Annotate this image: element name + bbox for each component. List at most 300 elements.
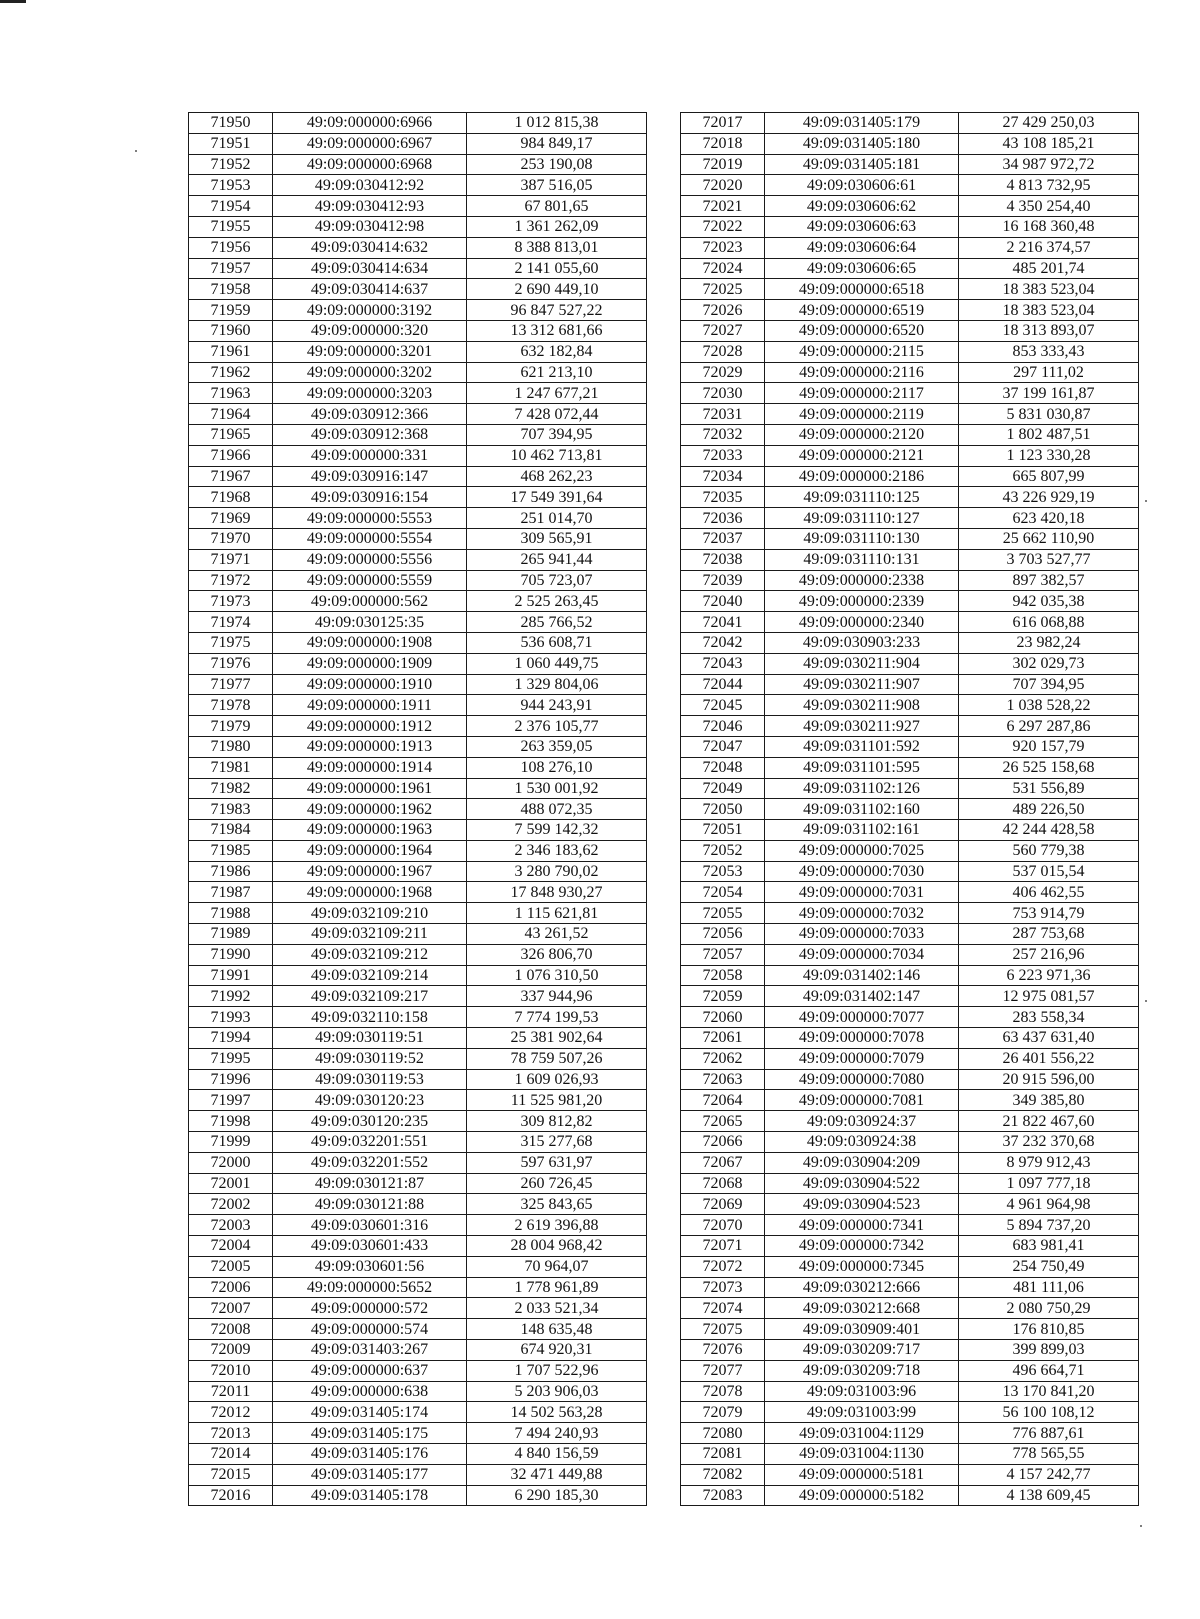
cadastral-value: 63 437 631,40 (959, 1028, 1139, 1049)
cadastral-value: 488 072,35 (467, 799, 647, 820)
cadastral-value: 632 182,84 (467, 341, 647, 362)
table-row (189, 279, 647, 300)
cadastral-number: 49:09:000000:2121 (765, 445, 959, 466)
cadastral-number: 49:09:030209:717 (765, 1340, 959, 1361)
cadastral-value: 2 376 105,77 (467, 716, 647, 737)
table-row (681, 237, 1139, 258)
row-number: 72023 (681, 237, 765, 258)
cadastral-number: 49:09:032109:212 (273, 944, 467, 965)
cadastral-number: 49:09:030119:52 (273, 1048, 467, 1069)
row-number: 72050 (681, 799, 765, 820)
table-row (189, 445, 647, 466)
cadastral-value: 43 108 185,21 (959, 133, 1139, 154)
row-number: 72047 (681, 736, 765, 757)
cadastral-number: 49:09:000000:637 (273, 1360, 467, 1381)
table-row (681, 1464, 1139, 1485)
cadastral-value: 315 277,68 (467, 1132, 647, 1153)
cadastral-number: 49:09:000000:2340 (765, 612, 959, 633)
cadastral-number: 49:09:030211:908 (765, 695, 959, 716)
cadastral-number: 49:09:031110:125 (765, 487, 959, 508)
cadastral-value: 325 843,65 (467, 1194, 647, 1215)
row-number: 72003 (189, 1215, 273, 1236)
table-row (681, 632, 1139, 653)
row-number: 71978 (189, 695, 273, 716)
table-row (681, 362, 1139, 383)
table-row (681, 466, 1139, 487)
cadastral-value: 17 848 930,27 (467, 882, 647, 903)
row-number: 72011 (189, 1381, 273, 1402)
row-number: 72038 (681, 549, 765, 570)
row-number: 72062 (681, 1048, 765, 1069)
cadastral-value: 707 394,95 (959, 674, 1139, 695)
cadastral-value: 920 157,79 (959, 736, 1139, 757)
table-row (681, 1423, 1139, 1444)
table-row (189, 1069, 647, 1090)
scan-edge-mark (0, 0, 26, 3)
cadastral-number: 49:09:030212:666 (765, 1277, 959, 1298)
cadastral-value: 6 223 971,36 (959, 965, 1139, 986)
row-number: 72041 (681, 612, 765, 633)
cadastral-value: 254 750,49 (959, 1256, 1139, 1277)
row-number: 72046 (681, 716, 765, 737)
row-number: 72033 (681, 445, 765, 466)
cadastral-number: 49:09:032201:551 (273, 1132, 467, 1153)
row-number: 72057 (681, 944, 765, 965)
cadastral-number: 49:09:000000:3202 (273, 362, 467, 383)
cadastral-number: 49:09:000000:6519 (765, 300, 959, 321)
cadastral-value: 1 115 621,81 (467, 903, 647, 924)
table-row (681, 341, 1139, 362)
row-number: 71986 (189, 861, 273, 882)
table-row (189, 1111, 647, 1132)
cadastral-value: 108 276,10 (467, 757, 647, 778)
table-row (681, 882, 1139, 903)
table-row (189, 404, 647, 425)
cadastral-value: 489 226,50 (959, 799, 1139, 820)
row-number: 72051 (681, 820, 765, 841)
row-number: 72071 (681, 1236, 765, 1257)
table-row (681, 1152, 1139, 1173)
table-row (189, 1298, 647, 1319)
cadastral-number: 49:09:000000:5652 (273, 1277, 467, 1298)
row-number: 72048 (681, 757, 765, 778)
cadastral-value: 1 778 961,89 (467, 1277, 647, 1298)
cadastral-number: 49:09:000000:5559 (273, 570, 467, 591)
cadastral-number: 49:09:000000:572 (273, 1298, 467, 1319)
row-number: 72027 (681, 320, 765, 341)
row-number: 71968 (189, 487, 273, 508)
cadastral-value: 25 662 110,90 (959, 528, 1139, 549)
row-number: 72030 (681, 383, 765, 404)
cadastral-number: 49:09:032109:217 (273, 986, 467, 1007)
cadastral-number: 49:09:031003:99 (765, 1402, 959, 1423)
cadastral-value: 337 944,96 (467, 986, 647, 1007)
cadastral-value: 597 631,97 (467, 1152, 647, 1173)
cadastral-value: 705 723,07 (467, 570, 647, 591)
cadastral-value: 16 168 360,48 (959, 216, 1139, 237)
cadastral-value: 4 813 732,95 (959, 175, 1139, 196)
table-row (681, 1298, 1139, 1319)
cadastral-number: 49:09:000000:7031 (765, 882, 959, 903)
row-number: 72032 (681, 424, 765, 445)
row-number: 72024 (681, 258, 765, 279)
row-number: 71999 (189, 1132, 273, 1153)
cadastral-value: 17 549 391,64 (467, 487, 647, 508)
table-row (189, 362, 647, 383)
table-row (681, 591, 1139, 612)
row-number: 72039 (681, 570, 765, 591)
table-row (189, 1194, 647, 1215)
cadastral-number: 49:09:000000:7032 (765, 903, 959, 924)
cadastral-value: 1 247 677,21 (467, 383, 647, 404)
cadastral-value: 43 261,52 (467, 924, 647, 945)
table-row (189, 549, 647, 570)
cadastral-value: 2 033 521,34 (467, 1298, 647, 1319)
cadastral-value: 13 312 681,66 (467, 320, 647, 341)
cadastral-number: 49:09:000000:5182 (765, 1485, 959, 1506)
row-number: 71974 (189, 612, 273, 633)
row-number: 72019 (681, 154, 765, 175)
row-number: 71971 (189, 549, 273, 570)
cadastral-value: 257 216,96 (959, 944, 1139, 965)
table-row (681, 1132, 1139, 1153)
row-number: 72006 (189, 1277, 273, 1298)
cadastral-value: 776 887,61 (959, 1423, 1139, 1444)
row-number: 72064 (681, 1090, 765, 1111)
cadastral-value: 4 157 242,77 (959, 1464, 1139, 1485)
cadastral-number: 49:09:031102:126 (765, 778, 959, 799)
cadastral-value: 942 035,38 (959, 591, 1139, 612)
row-number: 71982 (189, 778, 273, 799)
table-row (681, 736, 1139, 757)
cadastral-value: 1 012 815,38 (467, 113, 647, 134)
table-row (189, 466, 647, 487)
table-row (189, 1464, 647, 1485)
row-number: 72009 (189, 1340, 273, 1361)
cadastral-number: 49:09:000000:1962 (273, 799, 467, 820)
table-row (681, 1028, 1139, 1049)
row-number: 71991 (189, 965, 273, 986)
cadastral-value: 897 382,57 (959, 570, 1139, 591)
cadastral-value: 8 388 813,01 (467, 237, 647, 258)
table-row (189, 716, 647, 737)
cadastral-value: 2 690 449,10 (467, 279, 647, 300)
table-row (189, 1319, 647, 1340)
cadastral-number: 49:09:030909:401 (765, 1319, 959, 1340)
cadastral-number: 49:09:031110:131 (765, 549, 959, 570)
row-number: 71998 (189, 1111, 273, 1132)
table-row (189, 487, 647, 508)
row-number: 72029 (681, 362, 765, 383)
row-number: 71958 (189, 279, 273, 300)
row-number: 71977 (189, 674, 273, 695)
cadastral-number: 49:09:000000:7025 (765, 840, 959, 861)
cadastral-number: 49:09:031405:176 (273, 1444, 467, 1465)
cadastral-value: 7 428 072,44 (467, 404, 647, 425)
cadastral-value: 623 420,18 (959, 508, 1139, 529)
cadastral-value: 349 385,80 (959, 1090, 1139, 1111)
row-number: 71952 (189, 154, 273, 175)
table-row (189, 1132, 647, 1153)
table-row (681, 175, 1139, 196)
cadastral-value: 3 703 527,77 (959, 549, 1139, 570)
cadastral-value: 4 840 156,59 (467, 1444, 647, 1465)
cadastral-number: 49:09:000000:6968 (273, 154, 467, 175)
table-row (681, 1007, 1139, 1028)
cadastral-number: 49:09:000000:6520 (765, 320, 959, 341)
table-row (189, 1090, 647, 1111)
cadastral-number: 49:09:030120:235 (273, 1111, 467, 1132)
table-row (681, 1215, 1139, 1236)
table-row (189, 1277, 647, 1298)
cadastral-number: 49:09:030121:88 (273, 1194, 467, 1215)
table-row (681, 944, 1139, 965)
table-row (681, 154, 1139, 175)
cadastral-number: 49:09:030414:634 (273, 258, 467, 279)
row-number: 72066 (681, 1132, 765, 1153)
cadastral-number: 49:09:000000:1910 (273, 674, 467, 695)
row-number: 72080 (681, 1423, 765, 1444)
row-number: 72004 (189, 1236, 273, 1257)
table-row (681, 300, 1139, 321)
row-number: 72017 (681, 113, 765, 134)
cadastral-value: 309 565,91 (467, 528, 647, 549)
row-number: 72083 (681, 1485, 765, 1506)
cadastral-number: 49:09:030121:87 (273, 1173, 467, 1194)
cadastral-value: 67 801,65 (467, 196, 647, 217)
row-number: 72015 (189, 1464, 273, 1485)
table-row (189, 508, 647, 529)
cadastral-number: 49:09:030912:366 (273, 404, 467, 425)
row-number: 72052 (681, 840, 765, 861)
cadastral-value: 4 961 964,98 (959, 1194, 1139, 1215)
cadastral-number: 49:09:000000:574 (273, 1319, 467, 1340)
row-number: 71955 (189, 216, 273, 237)
cadastral-number: 49:09:000000:638 (273, 1381, 467, 1402)
cadastral-value: 309 812,82 (467, 1111, 647, 1132)
cadastral-value: 1 038 528,22 (959, 695, 1139, 716)
cadastral-value: 481 111,06 (959, 1277, 1139, 1298)
row-number: 72058 (681, 965, 765, 986)
row-number: 72075 (681, 1319, 765, 1340)
table-row (681, 1090, 1139, 1111)
cadastral-value: 2 619 396,88 (467, 1215, 647, 1236)
cadastral-number: 49:09:030904:523 (765, 1194, 959, 1215)
cadastral-number: 49:09:030904:522 (765, 1173, 959, 1194)
table-row (681, 528, 1139, 549)
table-row (189, 1256, 647, 1277)
cadastral-number: 49:09:000000:6518 (765, 279, 959, 300)
table-row (189, 1048, 647, 1069)
cadastral-value: 665 807,99 (959, 466, 1139, 487)
cadastral-number: 49:09:000000:1913 (273, 736, 467, 757)
cadastral-number: 49:09:000000:5556 (273, 549, 467, 570)
cadastral-value: 283 558,34 (959, 1007, 1139, 1028)
row-number: 72081 (681, 1444, 765, 1465)
cadastral-number: 49:09:030924:38 (765, 1132, 959, 1153)
cadastral-number: 49:09:000000:7080 (765, 1069, 959, 1090)
row-number: 72021 (681, 196, 765, 217)
table-row (189, 1381, 647, 1402)
table-row (681, 549, 1139, 570)
cadastral-number: 49:09:030903:233 (765, 632, 959, 653)
table-row (681, 778, 1139, 799)
cadastral-value: 28 004 968,42 (467, 1236, 647, 1257)
row-number: 71957 (189, 258, 273, 279)
cadastral-value: 70 964,07 (467, 1256, 647, 1277)
cadastral-value: 1 060 449,75 (467, 653, 647, 674)
table-row (189, 175, 647, 196)
row-number: 72044 (681, 674, 765, 695)
table-row (681, 653, 1139, 674)
row-number: 72018 (681, 133, 765, 154)
row-number: 72074 (681, 1298, 765, 1319)
cadastral-value: 496 664,71 (959, 1360, 1139, 1381)
cadastral-number: 49:09:000000:5181 (765, 1464, 959, 1485)
table-row (189, 674, 647, 695)
row-number: 71979 (189, 716, 273, 737)
cadastral-number: 49:09:000000:2120 (765, 424, 959, 445)
cadastral-value: 263 359,05 (467, 736, 647, 757)
cadastral-number: 49:09:000000:7077 (765, 1007, 959, 1028)
row-number: 72061 (681, 1028, 765, 1049)
cadastral-value: 34 987 972,72 (959, 154, 1139, 175)
cadastral-value: 326 806,70 (467, 944, 647, 965)
cadastral-value: 10 462 713,81 (467, 445, 647, 466)
cadastral-value: 176 810,85 (959, 1319, 1139, 1340)
cadastral-number: 49:09:000000:331 (273, 445, 467, 466)
cadastral-value: 7 494 240,93 (467, 1423, 647, 1444)
table-row (681, 508, 1139, 529)
row-number: 72043 (681, 653, 765, 674)
table-row (681, 570, 1139, 591)
row-number: 71960 (189, 320, 273, 341)
row-number: 71992 (189, 986, 273, 1007)
table-row (681, 1340, 1139, 1361)
cadastral-value: 1 329 804,06 (467, 674, 647, 695)
row-number: 72008 (189, 1319, 273, 1340)
row-number: 71990 (189, 944, 273, 965)
cadastral-value: 2 080 750,29 (959, 1298, 1139, 1319)
row-number: 72025 (681, 279, 765, 300)
cadastral-value: 1 707 522,96 (467, 1360, 647, 1381)
row-number: 72037 (681, 528, 765, 549)
cadastral-number: 49:09:031405:175 (273, 1423, 467, 1444)
table-row (189, 196, 647, 217)
cadastral-value: 707 394,95 (467, 424, 647, 445)
row-number: 72082 (681, 1464, 765, 1485)
cadastral-value: 2 141 055,60 (467, 258, 647, 279)
cadastral-value: 12 975 081,57 (959, 986, 1139, 1007)
table-row (189, 383, 647, 404)
cadastral-number: 49:09:032201:552 (273, 1152, 467, 1173)
table-row (681, 1381, 1139, 1402)
cadastral-value: 4 138 609,45 (959, 1485, 1139, 1506)
cadastral-value: 253 190,08 (467, 154, 647, 175)
cadastral-number: 49:09:031402:147 (765, 986, 959, 1007)
table-row (189, 861, 647, 882)
row-number: 72026 (681, 300, 765, 321)
cadastral-value: 37 232 370,68 (959, 1132, 1139, 1153)
row-number: 72016 (189, 1485, 273, 1506)
table-row (189, 1007, 647, 1028)
cadastral-number: 49:09:000000:1908 (273, 632, 467, 653)
cadastral-value: 6 290 185,30 (467, 1485, 647, 1506)
cadastral-table-right (680, 112, 1139, 1506)
row-number: 71987 (189, 882, 273, 903)
row-number: 71973 (189, 591, 273, 612)
cadastral-number: 49:09:000000:1909 (273, 653, 467, 674)
table-row (189, 113, 647, 134)
cadastral-number: 49:09:031102:161 (765, 820, 959, 841)
cadastral-value: 265 941,44 (467, 549, 647, 570)
cadastral-number: 49:09:031101:592 (765, 736, 959, 757)
cadastral-value: 13 170 841,20 (959, 1381, 1139, 1402)
cadastral-number: 49:09:032109:210 (273, 903, 467, 924)
cadastral-value: 302 029,73 (959, 653, 1139, 674)
row-number: 71994 (189, 1028, 273, 1049)
row-number: 71988 (189, 903, 273, 924)
row-number: 71966 (189, 445, 273, 466)
row-number: 71963 (189, 383, 273, 404)
table-row (189, 1423, 647, 1444)
cadastral-value: 260 726,45 (467, 1173, 647, 1194)
row-number: 71993 (189, 1007, 273, 1028)
row-number: 72059 (681, 986, 765, 1007)
row-number: 71997 (189, 1090, 273, 1111)
row-number: 72045 (681, 695, 765, 716)
cadastral-number: 49:09:030119:51 (273, 1028, 467, 1049)
table-row (189, 1402, 647, 1423)
cadastral-number: 49:09:000000:2117 (765, 383, 959, 404)
cadastral-number: 49:09:030209:718 (765, 1360, 959, 1381)
cadastral-value: 56 100 108,12 (959, 1402, 1139, 1423)
cadastral-value: 285 766,52 (467, 612, 647, 633)
cadastral-value: 18 383 523,04 (959, 279, 1139, 300)
row-number: 72000 (189, 1152, 273, 1173)
cadastral-number: 49:09:000000:1967 (273, 861, 467, 882)
cadastral-number: 49:09:030601:316 (273, 1215, 467, 1236)
table-row (681, 799, 1139, 820)
cadastral-number: 49:09:031403:267 (273, 1340, 467, 1361)
cadastral-number: 49:09:032109:214 (273, 965, 467, 986)
cadastral-value: 753 914,79 (959, 903, 1139, 924)
cadastral-value: 37 199 161,87 (959, 383, 1139, 404)
cadastral-number: 49:09:000000:320 (273, 320, 467, 341)
cadastral-number: 49:09:000000:7078 (765, 1028, 959, 1049)
row-number: 72028 (681, 341, 765, 362)
cadastral-number: 49:09:031405:177 (273, 1464, 467, 1485)
row-number: 72055 (681, 903, 765, 924)
row-number: 72067 (681, 1152, 765, 1173)
table-row (189, 1444, 647, 1465)
cadastral-value: 5 203 906,03 (467, 1381, 647, 1402)
table-row (189, 1173, 647, 1194)
table-row (681, 445, 1139, 466)
cadastral-value: 621 213,10 (467, 362, 647, 383)
table-row (189, 840, 647, 861)
cadastral-value: 26 525 158,68 (959, 757, 1139, 778)
table-row (681, 258, 1139, 279)
cadastral-value: 7 774 199,53 (467, 1007, 647, 1028)
table-row (189, 924, 647, 945)
cadastral-value: 297 111,02 (959, 362, 1139, 383)
cadastral-table-left (188, 112, 647, 1506)
row-number: 72070 (681, 1215, 765, 1236)
table-row (681, 1069, 1139, 1090)
cadastral-value: 1 076 310,50 (467, 965, 647, 986)
cadastral-number: 49:09:030916:154 (273, 487, 467, 508)
